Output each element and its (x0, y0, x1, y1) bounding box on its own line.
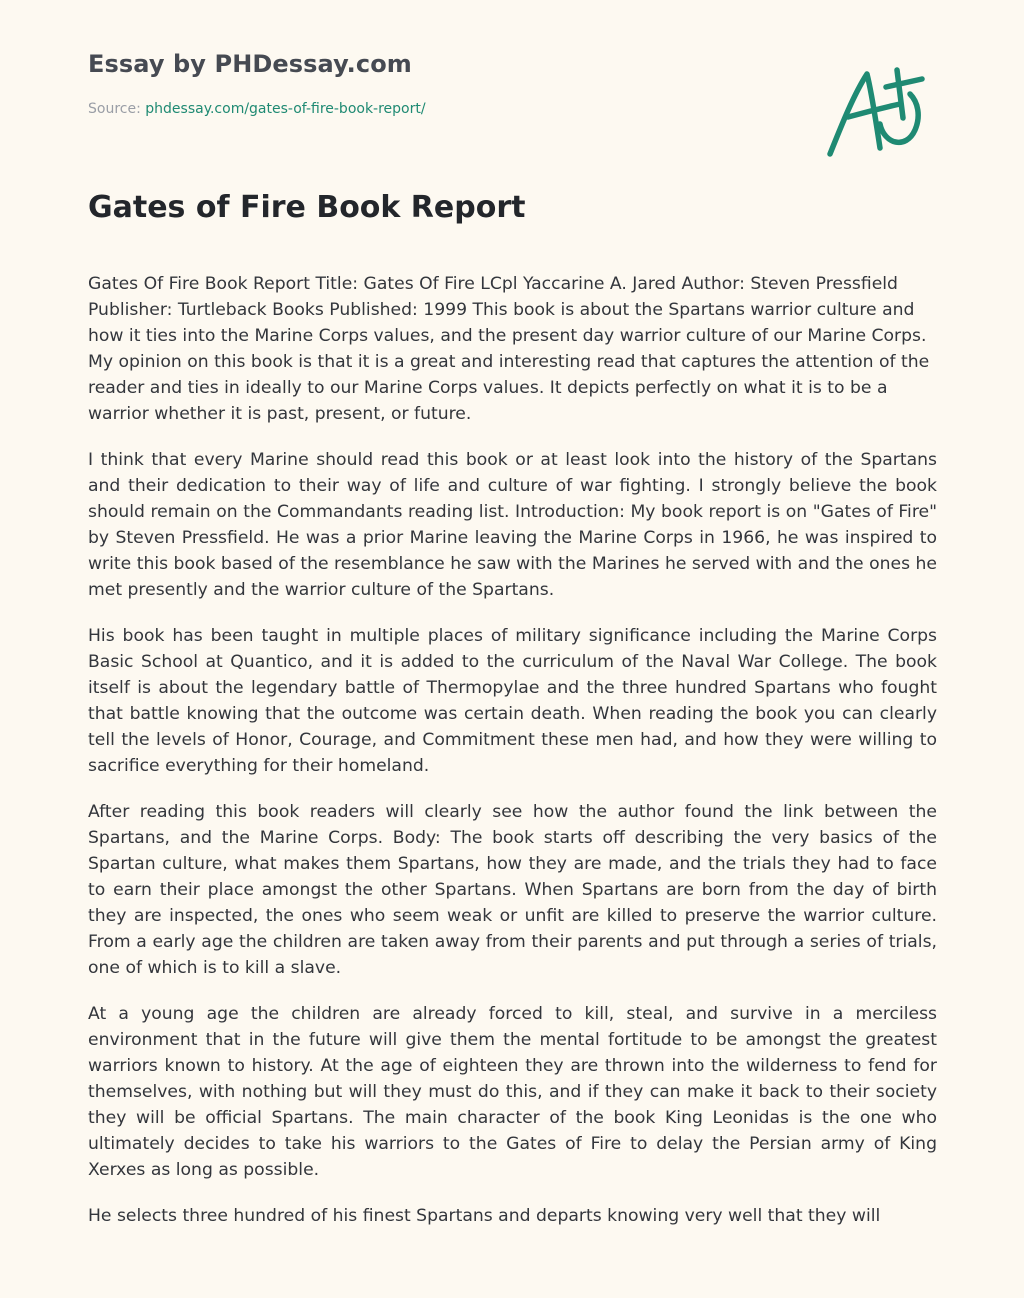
article-paragraph: Gates Of Fire Book Report Title: Gates Of Fire LCpl Yaccarine A. Jared Author: Steven Pressfield Publisher: Turtleback Books Published: 1999 This book is about the Spartans warrior culture and how it ties into the Marine Corps values, and the present day warrior culture of our Marine Corps. My opinion on this book is that it is a great and interesting read that captures the attention of the reader and ties in ideally to our Marine Corps values. It depicts perfectly on what it is to be a warrior whether it is past, present, or future. (88, 274, 930, 424)
article-paragraph: He selects three hundred of his finest Spartans and departs knowing very well that they will (88, 1206, 881, 1226)
source-line (88, 101, 426, 117)
plus-vertical (897, 70, 903, 118)
site-name: Essay by PHDessay.com (88, 50, 412, 78)
article-paragraph: His book has been taught in multiple places of military significance including the Marine Corps Basic School at Quantico, and it is added to the curriculum of the Naval War College. The book itself is about the legendary battle of Thermopylae and the three hundred Spartans who fought that battle knowing that the outcome was certain death. When reading the book you can clearly tell the levels of Honor, Courage, and Commitment these men had, and how they were willing to sacrifice everything for their homeland. (88, 626, 937, 776)
plus-horizontal (886, 79, 922, 87)
page-title: Gates of Fire Book Report (88, 190, 526, 225)
source-label: Source: (88, 101, 141, 117)
source-link[interactable]: phdessay.com/gates-of-fire-book-report/ (145, 101, 426, 117)
a-plus-grade-icon (820, 62, 932, 162)
article-paragraph: After reading this book readers will clearly see how the author found the link between the Spartans, and the Marine Corps. Body: The book starts off describing the very basics of the Spartan culture, what makes them Spartans, how they are made, and the trials they had to face to earn their place amongst the other Spartans. When Spartans are born from the day of birth they are inspected, the ones who seem weak or unfit are killed to preserve the warrior culture. From a early age the children are taken away from their parents and put through a series of trials, one of which is to kill a slave. (88, 802, 937, 978)
article-paragraph: At a young age the children are already forced to kill, steal, and survive in a merciless environment that in the future will give them the mental fortitude to be amongst the greatest warriors known to history. At the age of eighteen they are thrown into the wilderness to fend for themselves, with nothing but will they must do this, and if they can make it back to their society they will be official Spartans. The main character of the book King Leonidas is the one who ultimately decides to take his warriors to the Gates of Fire to delay the Persian army of King Xerxes as long as possible. (88, 1004, 937, 1180)
article-paragraph: I think that every Marine should read this book or at least look into the history of the Spartans and their dedication to their way of life and culture of war fighting. I strongly believe the book should remain on the Commandants reading list. Introduction: My book report is on "Gates of Fire" by Steven Pressfield. He was a prior Marine leaving the Marine Corps in 1966, he was inspired to write this book based of the resemblance he saw with the Marines he served with and the ones he met presently and the warrior culture of the Spartans. (88, 450, 937, 600)
article-body (88, 271, 937, 1249)
